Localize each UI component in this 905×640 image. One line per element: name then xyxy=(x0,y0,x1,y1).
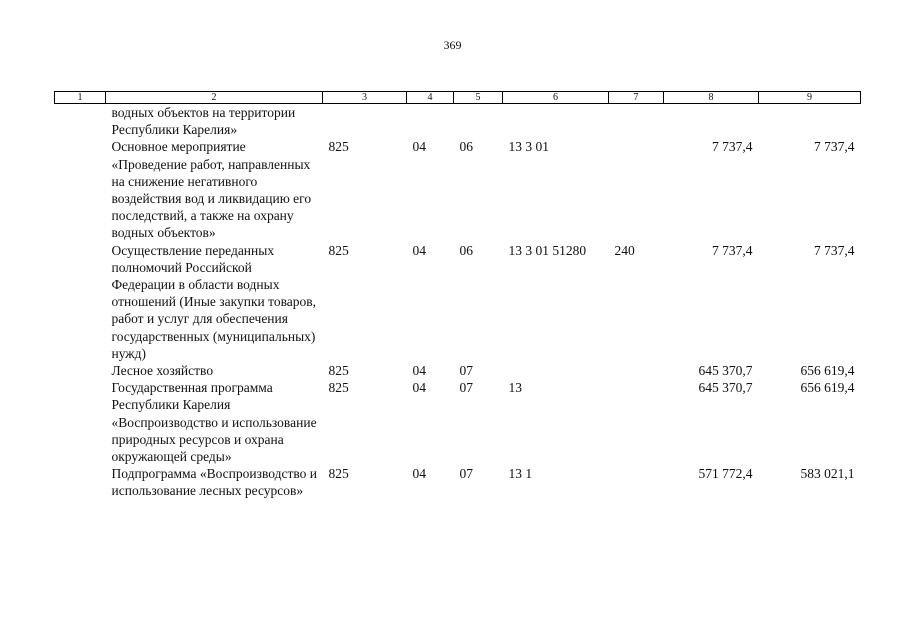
subsection-code: 06 xyxy=(459,242,473,258)
subsection-code: 06 xyxy=(459,139,473,155)
amount-col-9: 7 737,4 xyxy=(814,139,855,155)
header-col-9: 9 xyxy=(759,92,861,104)
expense-type-code: 240 xyxy=(614,242,635,258)
cell-col-1 xyxy=(55,104,106,139)
expense-type-code xyxy=(609,138,664,241)
ministry-code: 825 xyxy=(328,242,349,258)
amount-col-8: 645 370,7 xyxy=(698,380,753,396)
amount-col-9: 7 737,4 xyxy=(814,242,855,258)
item-name: водных объектов на территории Республики Карелия» xyxy=(111,105,296,138)
table-body xyxy=(55,104,861,500)
ministry-code: 825 xyxy=(328,380,349,396)
cell-col-1 xyxy=(55,242,106,362)
amount-col-8 xyxy=(664,104,759,139)
subsection-code xyxy=(454,104,503,139)
amount-col-8: 7 737,4 xyxy=(712,242,753,258)
amount-col-9: 583 021,1 xyxy=(800,466,855,482)
expense-type-code xyxy=(609,362,664,379)
subsection-code: 07 xyxy=(459,363,473,379)
section-code: 04 xyxy=(412,242,426,258)
ministry-code xyxy=(323,104,407,139)
header-col-8: 8 xyxy=(664,92,759,104)
table-row xyxy=(55,242,861,362)
header-col-6: 6 xyxy=(503,92,609,104)
header-col-2: 2 xyxy=(106,92,323,104)
section-code xyxy=(407,104,454,139)
item-name: Осуществление переданных полномочий Российской Федерации в области водных отношений (Иные закупки товаров, работ и услуг для обеспечения государственных (муниципальных) нужд) xyxy=(111,242,317,361)
table-row xyxy=(55,379,861,465)
cell-col-1 xyxy=(55,379,106,465)
item-name: Основное мероприятие «Проведение работ, направленных на снижение негативного воздействия вод и ликвидацию его последствий, а также на охрану водных объектов» xyxy=(111,139,312,241)
cell-col-1 xyxy=(55,465,106,499)
table-row xyxy=(55,104,861,139)
section-code: 04 xyxy=(412,466,426,482)
amount-col-9 xyxy=(759,104,861,139)
item-name: Подпрограмма «Воспроизводство и использование лесных ресурсов» xyxy=(111,466,317,499)
amount-col-8: 7 737,4 xyxy=(712,139,753,155)
ministry-code: 825 xyxy=(328,363,349,379)
cell-col-1 xyxy=(55,362,106,379)
table-header xyxy=(55,92,861,104)
table-row xyxy=(55,138,861,241)
header-col-1: 1 xyxy=(55,92,106,104)
header-col-7: 7 xyxy=(609,92,664,104)
target-item-code: 13 3 01 51280 xyxy=(508,242,587,258)
target-item-code xyxy=(503,104,609,139)
item-name: Государственная программа Республики Карелия «Воспроизводство и использование природных ресурсов и охрана окружающей среды» xyxy=(111,380,317,465)
section-code: 04 xyxy=(412,380,426,396)
item-name: Лесное хозяйство xyxy=(111,363,214,379)
ministry-code: 825 xyxy=(328,466,349,482)
amount-col-9: 656 619,4 xyxy=(800,363,855,379)
expense-type-code xyxy=(609,379,664,465)
subsection-code: 07 xyxy=(459,466,473,482)
table-row xyxy=(55,362,861,379)
section-code: 04 xyxy=(412,363,426,379)
target-item-code: 13 3 01 xyxy=(508,139,549,155)
expense-type-code xyxy=(609,465,664,499)
header-col-4: 4 xyxy=(407,92,454,104)
budget-table xyxy=(54,91,861,500)
page-number: 369 xyxy=(443,38,462,52)
header-row xyxy=(55,92,861,104)
header-col-5: 5 xyxy=(454,92,503,104)
target-item-code xyxy=(503,362,609,379)
section-code: 04 xyxy=(412,139,426,155)
subsection-code: 07 xyxy=(459,380,473,396)
target-item-code: 13 xyxy=(508,380,522,396)
expense-type-code xyxy=(609,104,664,139)
ministry-code: 825 xyxy=(328,139,349,155)
amount-col-8: 645 370,7 xyxy=(698,363,753,379)
cell-col-1 xyxy=(55,138,106,241)
header-col-3: 3 xyxy=(323,92,407,104)
table-row xyxy=(55,465,861,499)
amount-col-9: 656 619,4 xyxy=(800,380,855,396)
target-item-code: 13 1 xyxy=(508,466,533,482)
amount-col-8: 571 772,4 xyxy=(698,466,753,482)
